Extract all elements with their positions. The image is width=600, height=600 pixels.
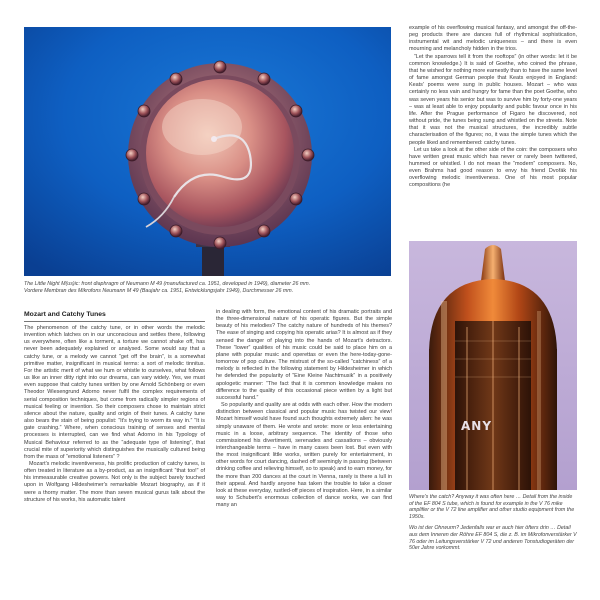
figure1-caption-en: The Little Night M(us)ic: front diaphragm of Neumann M 49 (manufactured ca. 1951, developed in 1949), diameter 26 mm. bbox=[24, 281, 311, 287]
figure2-caption-en: Where's the catch? Anyway it was often here … Detail from the inside of the EF 804 S tube, which is found for example in the V 76 mike amplifier or the V 72 line amplifier and other studio equipment from the 1950s. bbox=[409, 494, 575, 520]
tube-print: ANY bbox=[461, 419, 493, 433]
tube-photo bbox=[409, 241, 577, 490]
col1-paragraph: Mozart's melodic inventiveness, his prolific production of catchy tunes, is often treated in literature as a by-product, as an insignificant “that too!” of his immeasurable creative powers. Not only is the subject barely touched upon in Wolfgang Hildesheimer's remarkable Mozart biography, as if it were a thorny matter. The more than seven musical gurus talk about the structure of his works, his automatic talent bbox=[24, 460, 205, 503]
article-column-1 bbox=[24, 325, 205, 504]
article-column-3 bbox=[409, 25, 577, 190]
microphone-photo bbox=[24, 27, 391, 276]
figure2-caption bbox=[409, 494, 577, 552]
col1-paragraph: The phenomenon of the catchy tune, or in other words the melodic invention which latches on in our unconscious and settles there, following us everywhere, often like a torment, a torture we cannot shake off, has never been adequately explained or analysed. Some would say that a catchy tune, or a melody we cannot “get off the brain”, is a somewhat primitive matter, insignificant in musical terms: a sort of melodic tinnitus. For the artistic merit of what we hum or whistle to ourselves, what follows us like an inner ditty right into our dreams, can vary widely. Yes, we must even suppose that catchy tunes written by one Arnold Schönberg or even Theodor Wiesengrund Adorno never fulfil the complex requirements of serial composition techniques, but come from radically simpler regions of musical feeling or invention. So their composers chose to maintain strict silence about the nature, quality and origin of their tunes. A catchy tune also bears the stain of being populist: “It's trying to worm its way in.” “It is gate crashing.” Where, when conscious training of senses and mental processes is interrupted, can we find what Adorno in his Typology of Musical Behaviour referred to as the “adequate type of listening”, that crucial mite of superiority which distinguishes the musically cultured being from the mass of “emotional listeners” ? bbox=[24, 325, 205, 460]
figure1-caption bbox=[24, 281, 392, 294]
title-rule bbox=[24, 321, 205, 322]
article-column-2 bbox=[216, 309, 392, 509]
figure2-caption-de: Wo ist der Ohrwurm? Jedenfalls war er auch hier öfters drin … Detail aus dem Inneren der Röhre EF 804 S, die z. B. im Mikrofonverstärker V 76 oder im Leitungsverstärker V 72 und anderen Tonstudiogeräten der 50er Jahre vorkommt. bbox=[409, 525, 577, 552]
figure1-caption-de: Vordere Membran des Mikrofons Neumann M 49 (Baujahr ca. 1951, Entwicklungsjahr 1949), Durchmesser 26 mm. bbox=[24, 287, 294, 294]
col3-paragraph: example of his overflowing musical fantasy, and amongst the off-the-peg products there are dances full of rhythmical sophistication, instrumental wit and melodic uniqueness – and there is even mourning and melancholy hidden in the trios. bbox=[409, 25, 577, 53]
col2-paragraph: in dealing with form, the emotional content of his dramatic portraits and the three-dimensional nature of his operatic figures. But the simple beauty of his melodies? The catchy nature of hundreds of his themes? The ease of singing and copying his operatic arias? It is almost as if they sensed the danger of playing into the hands of Mozart's detractors. These “lower” qualities of his music could be said to place him on a plane with popular music and operettas or even the here-today-gone-tomorrow of pop culture. The mistrust of the so-called “catchiness” of a melody is reflected in the following statement by Hildesheimer in which he defended the popularity of “Eine Kleine Nachtmusik” in a positively apologetic manner: “The fact that it is common knowledge makes no difference to the quality of this occasional piece written by a light but successful hand.” bbox=[216, 309, 392, 401]
article-title: Mozart and Catchy Tunes bbox=[24, 311, 106, 318]
col2-paragraph: So popularity and quality are at odds with each other. How the modern distinction between classical and popular music has twisted our view! Mozart himself would have found such thoughts extremely alien: he was simply unaware of them. He wrote and wrote: more or less entertaining music in a loose, arbitrary sequence. The identity of those who commissioned his divertimenti, serenades and cassations – obviously interchangeable terms – have in many cases been lost. But even with the most insignificant little works, written purely for entertainment, in other words for court dancing, dashed off seemingly in passing (between drinking coffee and relieving himself, so to speak) and to earn money, for the more than 200 dances at the court in Vienna, rarely is there a lull in their appeal. And hardly anyone has taken the trouble to take a closer look at these everyday, rustled-off pieces of inspiration. Here, in a similar way to Schubert's enormous collection of dance works, we can find many an bbox=[216, 402, 392, 509]
microphone-diaphragm-image bbox=[24, 27, 391, 276]
col3-paragraph: Let us take a look at the other side of the coin: the composers who have written great music which has never or rarely been twittered, hummed or whistled. I do not mean the “modern” composers. No, even Brahms had good reason to envy his friend Dvořák his overflowing melodic inventiveness. One of his most popular compositions (he bbox=[409, 146, 577, 189]
col3-paragraph: “Let the sparrows tell it from the rooftops” (in other words: let it be common knowledge.) It is said of Goethe, who coined the phrase, that he wished for nothing more earnestly than to have the same level of fame amongst German people that Keats enjoyed in England: Keats' poems were sung in public houses. Mozart – who was certainly no less vain and hungry for fame than the poet Goethe, who was seven years his senior but was to survive him by forty-one years – was at least able to enjoy popularity and public favour once in his life. After the Prague performance of Figaro he discovered, not without pride, the tunes being sung and whistled on the streets. Note that it was not the musical structures, the incredibly subtle characterisation of the figures; no, it was the simple tunes which the people liked and remembered: catchy tunes. bbox=[409, 53, 577, 146]
vacuum-tube-image bbox=[409, 241, 577, 490]
